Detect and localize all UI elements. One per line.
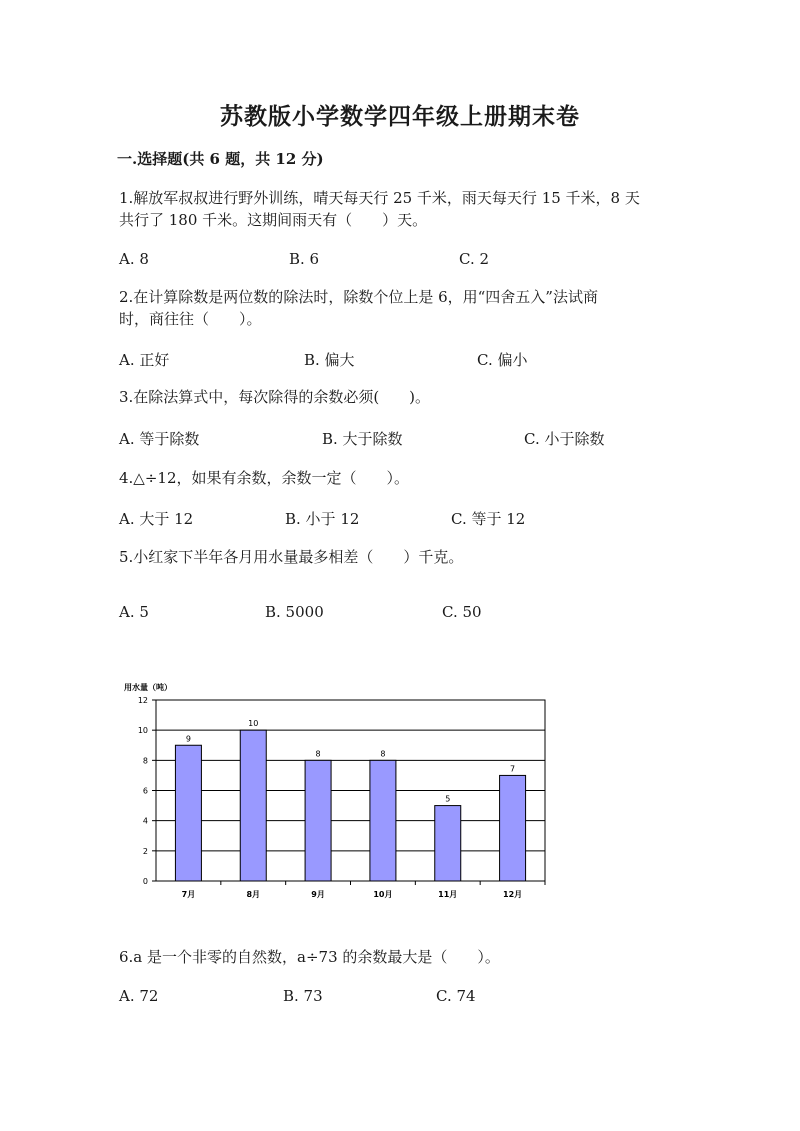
- question-5: 5.小红家下半年各月用水量最多相差（ ）千克。: [119, 548, 464, 566]
- question-1-line-2: 共行了 180 千米。这期间雨天有（ ）天。: [119, 211, 428, 229]
- x-tick-label: 9月: [311, 890, 325, 899]
- page-title: 苏教版小学数学四年级上册期末卷: [220, 103, 580, 130]
- y-tick-label: 4: [142, 816, 148, 826]
- question-2: [119, 286, 598, 330]
- y-tick-label: 2: [142, 846, 148, 856]
- q3-option-c[interactable]: C. 小于除数: [524, 430, 605, 448]
- data-label: 8: [380, 749, 386, 759]
- data-label: 9: [185, 734, 191, 744]
- question-3: 3.在除法算式中，每次除得的余数必须( )。: [119, 388, 431, 406]
- q1-option-c[interactable]: C. 2: [459, 250, 490, 268]
- q6-option-c[interactable]: C. 74: [436, 987, 476, 1005]
- bar: [305, 760, 331, 881]
- q1-option-b[interactable]: B. 6: [289, 250, 320, 268]
- q5-option-a[interactable]: A. 5: [119, 603, 149, 621]
- q2-option-a[interactable]: A. 正好: [119, 351, 170, 369]
- q2-option-b[interactable]: B. 偏大: [304, 351, 355, 369]
- q5-option-c[interactable]: C. 50: [442, 603, 482, 621]
- q4-option-c[interactable]: C. 等于 12: [451, 510, 526, 528]
- section-heading: 一.选择题(共 6 题，共 12 分): [117, 150, 324, 168]
- y-tick-label: 12: [137, 696, 148, 705]
- q5-option-b[interactable]: B. 5000: [265, 603, 324, 621]
- q2-option-c[interactable]: C. 偏小: [477, 351, 528, 369]
- x-tick-label: 10月: [373, 890, 393, 899]
- bar: [500, 775, 526, 881]
- question-1-line-1: 1.解放军叔叔进行野外训练，晴天每天行 25 千米，雨天每天行 15 千米，8 天: [119, 189, 640, 207]
- bar: [175, 745, 201, 881]
- bar: [370, 760, 396, 881]
- q1-option-a[interactable]: A. 8: [119, 250, 149, 268]
- x-tick-label: 7月: [181, 890, 196, 899]
- water-usage-bar-chart: [118, 678, 558, 908]
- data-label: 8: [315, 749, 321, 759]
- y-tick-label: 0: [142, 877, 148, 886]
- x-tick-label: 8月: [246, 890, 261, 899]
- q4-option-a[interactable]: A. 大于 12: [119, 510, 194, 528]
- q6-option-b[interactable]: B. 73: [283, 987, 323, 1005]
- bar: [435, 806, 461, 881]
- question-4: 4.△÷12，如果有余数，余数一定（ ）。: [119, 469, 410, 487]
- q3-option-b[interactable]: B. 大于除数: [322, 430, 403, 448]
- q3-option-a[interactable]: A. 等于除数: [119, 430, 200, 448]
- data-label: 7: [510, 764, 516, 774]
- question-1: [119, 187, 640, 231]
- q6-option-a[interactable]: A. 72: [119, 987, 159, 1005]
- bar: [240, 730, 266, 881]
- y-tick-label: 8: [142, 756, 148, 766]
- x-tick-label: 12月: [503, 890, 523, 899]
- question-2-line-2: 时，商往往（ ）。: [119, 310, 262, 328]
- data-label: 10: [248, 719, 259, 729]
- question-2-line-1: 2.在计算除数是两位数的除法时，除数个位上是 6，用“四舍五入”法试商: [119, 288, 598, 306]
- data-label: 5: [445, 794, 451, 804]
- y-axis-label: 用水量（吨）: [124, 683, 172, 692]
- question-6: 6.a 是一个非零的自然数，a÷73 的余数最大是（ ）。: [119, 948, 500, 966]
- y-tick-label: 10: [137, 726, 148, 736]
- x-tick-label: 11月: [438, 890, 458, 899]
- y-tick-label: 6: [142, 786, 148, 796]
- q4-option-b[interactable]: B. 小于 12: [285, 510, 360, 528]
